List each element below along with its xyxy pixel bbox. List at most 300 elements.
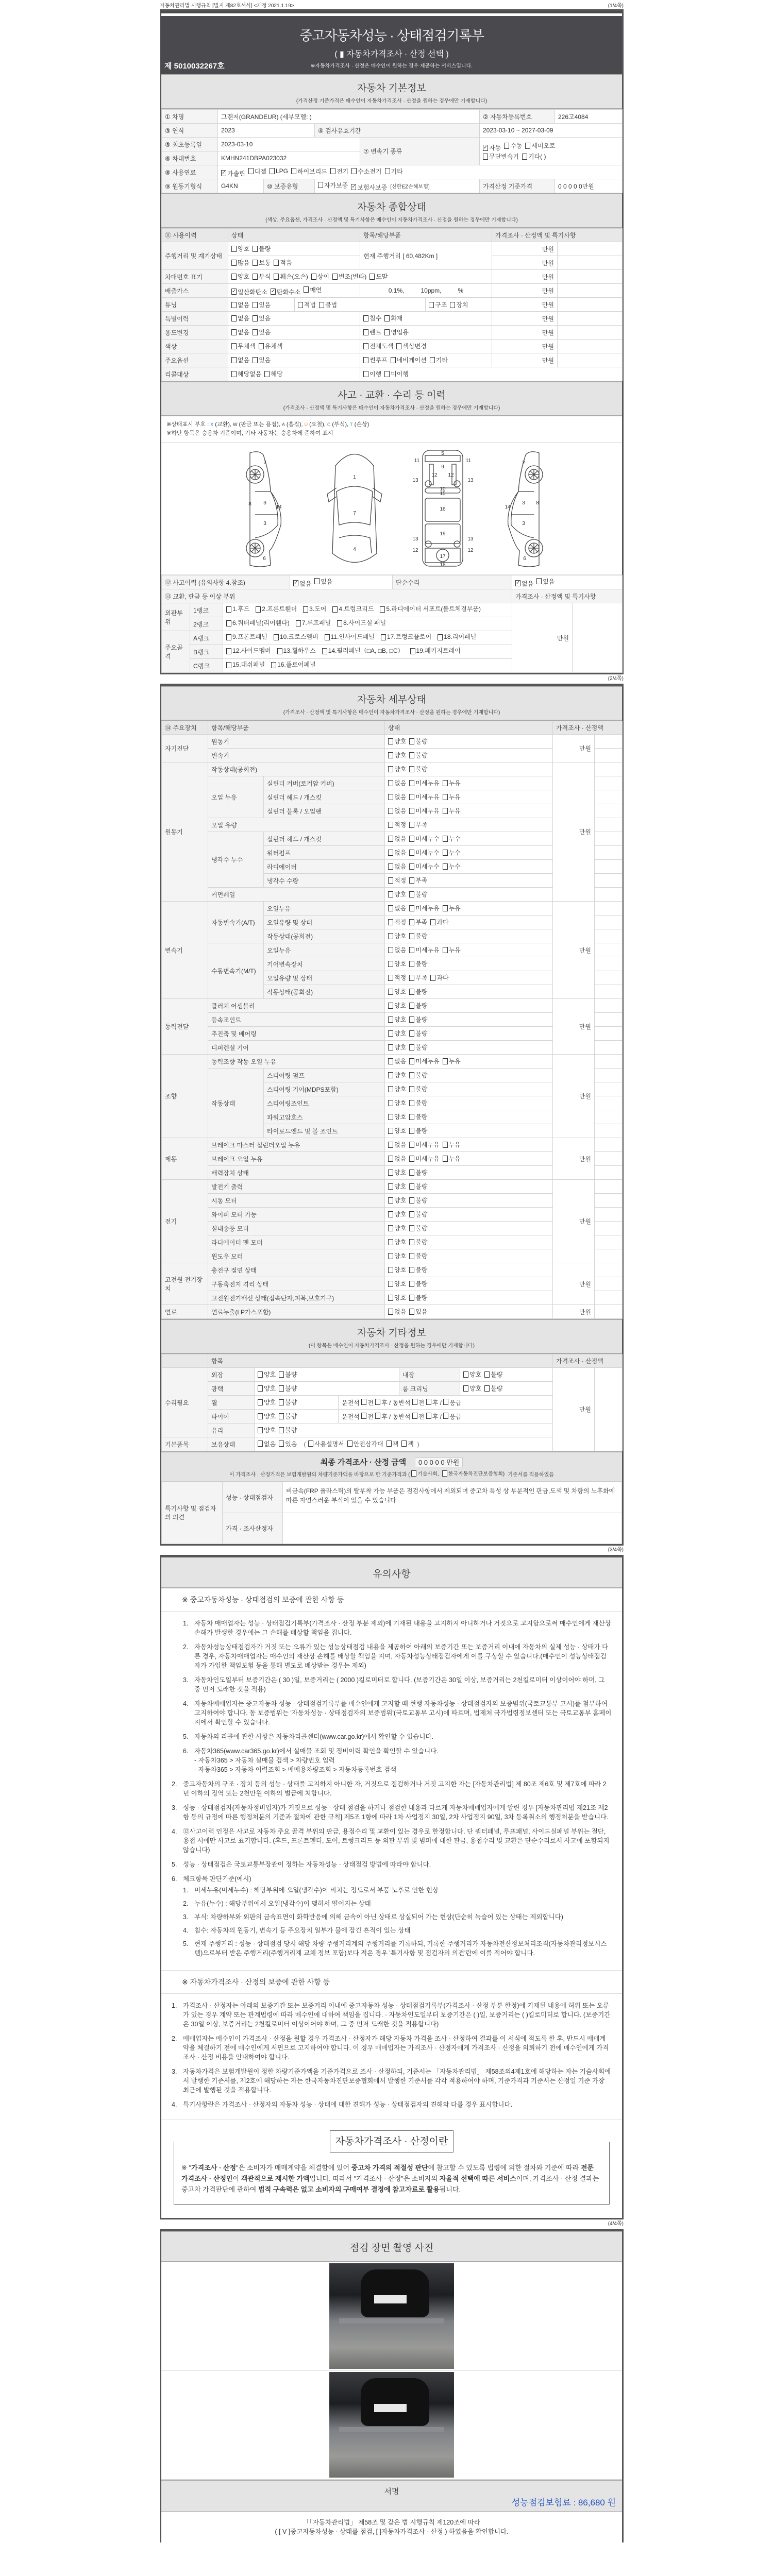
checkbox-icon[interactable] [388, 1044, 393, 1050]
checkbox-option[interactable] [483, 143, 501, 152]
checkbox-option[interactable] [325, 633, 375, 641]
checkbox-option[interactable] [253, 328, 271, 336]
checkbox-icon[interactable] [363, 371, 368, 377]
checkbox-icon[interactable] [253, 315, 258, 321]
checkbox-icon[interactable] [443, 794, 448, 800]
checkbox-icon[interactable] [231, 315, 237, 321]
checkbox-option[interactable] [258, 1398, 276, 1406]
checkbox-icon[interactable] [409, 1142, 414, 1148]
checkbox-icon[interactable] [258, 1399, 263, 1405]
checkbox-option[interactable] [409, 973, 427, 982]
checkbox-option[interactable] [409, 987, 427, 996]
checkbox-icon[interactable] [409, 1016, 414, 1023]
checkbox-icon[interactable] [296, 620, 301, 626]
checkbox-icon[interactable] [388, 1267, 393, 1273]
checkbox-icon[interactable] [388, 1114, 393, 1120]
checkbox-icon[interactable] [384, 315, 390, 321]
checkbox-icon[interactable] [380, 606, 385, 613]
checkbox-option[interactable] [409, 778, 439, 787]
checkbox-icon[interactable] [231, 371, 237, 377]
checkbox-option[interactable] [388, 890, 406, 899]
checkbox-icon[interactable] [388, 989, 393, 995]
checkbox-icon[interactable] [401, 1440, 407, 1447]
checkbox-icon[interactable] [253, 329, 258, 335]
checkbox-icon[interactable] [409, 1281, 414, 1287]
checkbox-option[interactable] [429, 300, 447, 309]
checkbox-option[interactable] [409, 806, 439, 815]
checkbox-icon[interactable] [409, 780, 414, 786]
checkbox-option[interactable] [363, 314, 381, 323]
checkbox-option[interactable] [388, 792, 406, 801]
checkbox-icon[interactable] [409, 1086, 414, 1092]
checkbox-icon[interactable] [430, 919, 435, 925]
checkbox-icon[interactable] [279, 1399, 284, 1405]
checkbox-option[interactable] [231, 314, 249, 323]
checkbox-option[interactable] [409, 959, 427, 968]
checkbox-icon[interactable] [277, 648, 282, 654]
checkbox-option[interactable] [388, 1196, 406, 1205]
checkbox-icon[interactable] [226, 662, 231, 668]
checkbox-icon[interactable] [388, 1295, 393, 1301]
checkbox-option[interactable] [409, 1238, 427, 1246]
checkbox-icon[interactable] [391, 357, 396, 363]
checkbox-icon[interactable] [525, 143, 530, 149]
checkbox-option[interactable] [386, 1439, 399, 1448]
checked-box-icon[interactable]: ✓ [232, 289, 237, 294]
checkbox-icon[interactable] [279, 1427, 284, 1433]
checkbox-icon[interactable] [363, 343, 368, 349]
checkbox-option[interactable] [443, 904, 461, 912]
checkbox-option[interactable] [409, 1307, 427, 1316]
checkbox-option[interactable] [388, 737, 406, 745]
checkbox-icon[interactable] [271, 662, 276, 668]
checkbox-option[interactable] [253, 300, 271, 309]
checkbox-icon[interactable] [388, 752, 393, 758]
checkbox-option[interactable] [388, 1043, 406, 1052]
checkbox-option[interactable] [388, 751, 406, 759]
checkbox-option[interactable] [409, 1210, 427, 1218]
checked-box-icon[interactable]: ✓ [516, 580, 520, 586]
checkbox-icon[interactable] [443, 905, 448, 911]
checkbox-option[interactable] [279, 1384, 297, 1393]
checked-box-icon[interactable]: ✓ [271, 289, 276, 294]
checkbox-option[interactable] [409, 931, 427, 940]
checkbox-icon[interactable] [409, 1058, 414, 1064]
checkbox-option[interactable] [347, 1439, 383, 1448]
checkbox-icon[interactable] [332, 606, 338, 613]
checkbox-icon[interactable] [388, 1156, 393, 1162]
checkbox-icon[interactable] [443, 947, 448, 953]
checkbox-icon[interactable] [388, 808, 393, 814]
checkbox-option[interactable] [388, 1154, 406, 1163]
checkbox-icon[interactable] [388, 836, 393, 842]
checkbox-icon[interactable] [384, 329, 390, 335]
checkbox-option[interactable] [231, 342, 256, 350]
checkbox-icon[interactable] [319, 302, 324, 308]
checkbox-option[interactable] [298, 300, 316, 309]
checkbox-icon[interactable] [409, 891, 414, 897]
checkbox-option[interactable] [409, 890, 427, 899]
checkbox-icon[interactable] [256, 606, 261, 613]
checkbox-icon[interactable] [314, 578, 320, 584]
checkbox-option[interactable] [384, 314, 402, 323]
checkbox-option[interactable] [231, 287, 267, 296]
checkbox-icon[interactable] [363, 329, 368, 335]
checkbox-icon[interactable] [270, 168, 275, 174]
checkbox-icon[interactable] [258, 1427, 263, 1433]
checkbox-option[interactable] [274, 633, 318, 641]
checkbox-icon[interactable] [361, 1413, 366, 1419]
checkbox-option[interactable] [274, 272, 308, 281]
checkbox-icon[interactable] [443, 863, 448, 870]
checkbox-option[interactable] [388, 1098, 406, 1107]
checkbox-option[interactable] [318, 181, 348, 190]
checkbox-icon[interactable] [388, 1197, 393, 1204]
checkbox-icon[interactable] [430, 975, 435, 981]
checkbox-option[interactable] [279, 1370, 297, 1379]
checkbox-option[interactable] [279, 1398, 297, 1406]
checkbox-option[interactable] [409, 1182, 427, 1191]
checkbox-icon[interactable] [409, 975, 414, 981]
checkbox-option[interactable] [409, 1251, 427, 1260]
checkbox-icon[interactable] [279, 1371, 284, 1378]
checkbox-icon[interactable] [409, 1253, 414, 1259]
checkbox-icon[interactable] [409, 794, 414, 800]
checkbox-option[interactable] [443, 945, 461, 954]
checkbox-option[interactable] [388, 1126, 406, 1135]
checkbox-option[interactable] [388, 918, 406, 926]
checkbox-option[interactable] [231, 328, 249, 336]
checkbox-icon[interactable] [388, 947, 393, 953]
checked-box-icon[interactable]: ✓ [483, 144, 488, 150]
checkbox-option[interactable] [388, 1182, 406, 1191]
checkbox-icon[interactable] [388, 1309, 393, 1315]
checkbox-option[interactable] [264, 369, 282, 378]
checkbox-option[interactable] [258, 1426, 276, 1434]
checkbox-option[interactable] [409, 792, 439, 801]
checkbox-icon[interactable] [231, 357, 237, 363]
checkbox-option[interactable] [411, 1469, 439, 1477]
checkbox-option[interactable] [221, 169, 245, 178]
checkbox-option[interactable] [409, 834, 439, 843]
checkbox-icon[interactable] [226, 620, 231, 626]
checkbox-icon[interactable] [443, 1413, 448, 1419]
checkbox-option[interactable] [409, 848, 439, 857]
checkbox-icon[interactable] [388, 1239, 393, 1245]
checkbox-option[interactable] [253, 355, 271, 364]
checkbox-icon[interactable] [443, 808, 448, 814]
checkbox-option[interactable] [388, 820, 406, 829]
checkbox-icon[interactable] [450, 302, 455, 308]
checkbox-icon[interactable] [388, 1142, 393, 1148]
checkbox-icon[interactable] [259, 343, 264, 349]
checkbox-option[interactable] [388, 834, 406, 843]
checkbox-icon[interactable] [325, 634, 330, 640]
checkbox-icon[interactable] [409, 1267, 414, 1273]
checkbox-option[interactable] [388, 1001, 406, 1010]
checkbox-option[interactable] [388, 904, 406, 912]
checkbox-icon[interactable] [388, 1281, 393, 1287]
checkbox-icon[interactable] [363, 315, 368, 321]
checkbox-icon[interactable] [388, 738, 393, 744]
checkbox-option[interactable] [409, 1154, 439, 1163]
checkbox-icon[interactable] [385, 168, 390, 174]
checkbox-option[interactable] [409, 862, 439, 871]
checkbox-option[interactable] [409, 945, 439, 954]
checkbox-option[interactable] [337, 619, 386, 628]
checkbox-icon[interactable] [388, 1003, 393, 1009]
checkbox-icon[interactable] [253, 246, 258, 252]
checkbox-icon[interactable] [409, 1183, 414, 1190]
checkbox-icon[interactable] [308, 1440, 313, 1447]
checkbox-option[interactable] [388, 1084, 406, 1093]
checkbox-option[interactable] [409, 1196, 427, 1205]
checkbox-icon[interactable] [388, 919, 393, 925]
checkbox-option[interactable] [388, 945, 406, 954]
checkbox-option[interactable] [388, 1029, 406, 1038]
checkbox-option[interactable] [483, 152, 519, 161]
checkbox-option[interactable] [258, 1384, 276, 1393]
checkbox-icon[interactable] [248, 168, 254, 174]
checkbox-icon[interactable] [226, 606, 231, 613]
checkbox-option[interactable] [430, 918, 448, 926]
checkbox-icon[interactable] [381, 634, 386, 640]
checkbox-option[interactable] [226, 605, 249, 614]
checkbox-icon[interactable] [484, 1385, 490, 1392]
checkbox-option[interactable] [409, 876, 427, 885]
checkbox-option[interactable] [388, 778, 406, 787]
checkbox-option[interactable] [388, 931, 406, 940]
checkbox-option[interactable] [409, 1293, 427, 1302]
checkbox-icon[interactable] [332, 274, 338, 280]
checkbox-icon[interactable] [375, 1413, 380, 1419]
checkbox-option[interactable] [388, 1015, 406, 1024]
checkbox-icon[interactable] [264, 371, 270, 377]
checkbox-icon[interactable] [443, 1399, 448, 1405]
checkbox-option[interactable] [484, 1370, 502, 1379]
checkbox-icon[interactable] [409, 1309, 414, 1315]
checkbox-icon[interactable] [463, 1371, 468, 1378]
checkbox-icon[interactable] [442, 1470, 447, 1477]
checkbox-icon[interactable] [412, 1413, 417, 1419]
checkbox-option[interactable] [293, 579, 311, 588]
checkbox-icon[interactable] [274, 634, 279, 640]
checkbox-option[interactable] [271, 660, 316, 669]
checkbox-option[interactable] [409, 1001, 427, 1010]
checkbox-icon[interactable] [388, 766, 393, 772]
checkbox-option[interactable] [484, 1384, 502, 1393]
checkbox-icon[interactable] [274, 260, 279, 266]
checkbox-option[interactable] [430, 355, 448, 364]
checkbox-icon[interactable] [409, 766, 414, 772]
checkbox-icon[interactable] [411, 1470, 416, 1477]
checkbox-option[interactable] [231, 258, 249, 267]
checkbox-icon[interactable] [258, 1413, 263, 1419]
checkbox-icon[interactable] [396, 343, 401, 349]
checkbox-icon[interactable] [409, 919, 414, 925]
checkbox-icon[interactable] [253, 274, 258, 280]
checkbox-option[interactable] [388, 1293, 406, 1302]
checkbox-icon[interactable] [463, 1385, 468, 1392]
checkbox-icon[interactable] [429, 302, 434, 308]
checkbox-option[interactable] [253, 258, 271, 267]
checkbox-icon[interactable] [388, 1253, 393, 1259]
checkbox-icon[interactable] [388, 1030, 393, 1037]
checkbox-option[interactable] [319, 300, 337, 309]
checkbox-option[interactable] [388, 1140, 406, 1149]
checkbox-icon[interactable] [409, 905, 414, 911]
checkbox-icon[interactable] [388, 1058, 393, 1064]
checkbox-icon[interactable] [388, 905, 393, 911]
checkbox-option[interactable] [363, 342, 393, 350]
checkbox-option[interactable] [536, 577, 554, 586]
checkbox-icon[interactable] [388, 1016, 393, 1023]
checkbox-option[interactable] [311, 272, 329, 281]
checked-box-icon[interactable]: ✓ [294, 580, 298, 586]
checkbox-option[interactable] [271, 287, 300, 296]
checkbox-option[interactable] [443, 778, 461, 787]
checkbox-option[interactable] [409, 1029, 427, 1038]
checkbox-icon[interactable] [409, 822, 414, 828]
checkbox-icon[interactable] [258, 1440, 263, 1447]
checkbox-option[interactable] [409, 820, 427, 829]
checkbox-icon[interactable] [483, 154, 488, 160]
checkbox-icon[interactable] [231, 274, 237, 280]
checkbox-icon[interactable] [409, 1225, 414, 1231]
checkbox-icon[interactable] [409, 1239, 414, 1245]
checkbox-icon[interactable] [388, 1225, 393, 1231]
checkbox-option[interactable] [388, 876, 406, 885]
checkbox-option[interactable] [388, 959, 406, 968]
checkbox-icon[interactable] [443, 780, 448, 786]
checkbox-option[interactable] [330, 167, 348, 176]
checkbox-option[interactable] [409, 1279, 427, 1288]
checkbox-option[interactable] [303, 605, 326, 614]
checkbox-icon[interactable] [386, 1440, 392, 1447]
checkbox-icon[interactable] [409, 989, 414, 995]
checkbox-icon[interactable] [388, 794, 393, 800]
checkbox-icon[interactable] [388, 1211, 393, 1217]
checkbox-icon[interactable] [409, 961, 414, 967]
checkbox-option[interactable] [279, 1439, 297, 1448]
checkbox-icon[interactable] [363, 357, 368, 363]
checkbox-icon[interactable] [388, 975, 393, 981]
checkbox-option[interactable] [231, 300, 249, 309]
checkbox-option[interactable] [381, 633, 431, 641]
checkbox-icon[interactable] [361, 1399, 366, 1405]
checkbox-icon[interactable] [388, 1086, 393, 1092]
checkbox-option[interactable] [226, 633, 267, 641]
checkbox-option[interactable] [463, 1384, 481, 1393]
checkbox-icon[interactable] [298, 302, 303, 308]
checkbox-option[interactable] [363, 355, 388, 364]
checkbox-icon[interactable] [388, 863, 393, 870]
checkbox-option[interactable] [443, 1057, 461, 1065]
checkbox-icon[interactable] [536, 578, 542, 584]
checkbox-icon[interactable] [322, 648, 327, 654]
checkbox-option[interactable] [409, 1126, 427, 1135]
checkbox-option[interactable] [351, 183, 387, 192]
checkbox-option[interactable] [409, 1043, 427, 1052]
checkbox-option[interactable] [463, 1370, 481, 1379]
checkbox-icon[interactable] [409, 863, 414, 870]
checkbox-icon[interactable] [347, 1440, 352, 1447]
checkbox-option[interactable] [522, 152, 546, 161]
checkbox-icon[interactable] [409, 947, 414, 953]
checkbox-option[interactable] [384, 369, 409, 378]
checkbox-option[interactable] [443, 834, 461, 843]
checkbox-icon[interactable] [409, 1128, 414, 1134]
checkbox-option[interactable] [256, 605, 297, 614]
checkbox-option[interactable] [277, 647, 316, 655]
checkbox-icon[interactable] [443, 1156, 448, 1162]
checkbox-option[interactable] [351, 167, 381, 176]
checkbox-option[interactable] [443, 1154, 461, 1163]
checkbox-option[interactable] [450, 300, 468, 309]
checkbox-icon[interactable] [409, 877, 414, 884]
checkbox-option[interactable] [409, 918, 427, 926]
checkbox-option[interactable] [270, 167, 288, 175]
checkbox-icon[interactable] [303, 606, 308, 613]
checkbox-option[interactable] [443, 848, 461, 857]
checkbox-option[interactable] [388, 1251, 406, 1260]
checkbox-icon[interactable] [409, 1003, 414, 1009]
checkbox-icon[interactable] [409, 752, 414, 758]
checkbox-icon[interactable] [388, 1183, 393, 1190]
checkbox-option[interactable] [409, 1224, 427, 1232]
checkbox-icon[interactable] [388, 877, 393, 884]
checkbox-option[interactable] [258, 1412, 276, 1420]
checkbox-icon[interactable] [231, 302, 237, 308]
checkbox-option[interactable] [409, 1098, 427, 1107]
checkbox-icon[interactable] [409, 1100, 414, 1106]
checkbox-option[interactable] [226, 660, 265, 669]
checkbox-option[interactable] [384, 328, 409, 336]
checkbox-option[interactable] [231, 355, 249, 364]
checkbox-option[interactable] [409, 737, 427, 745]
checkbox-option[interactable] [430, 973, 448, 982]
checkbox-option[interactable] [385, 167, 403, 176]
checkbox-icon[interactable] [388, 933, 393, 939]
checkbox-icon[interactable] [318, 182, 323, 188]
checkbox-option[interactable] [258, 1439, 276, 1448]
checkbox-option[interactable] [231, 272, 249, 281]
checkbox-icon[interactable] [375, 1399, 380, 1405]
checkbox-icon[interactable] [388, 1072, 393, 1078]
checkbox-icon[interactable] [412, 1399, 417, 1405]
checkbox-icon[interactable] [279, 1385, 284, 1392]
checkbox-icon[interactable] [388, 1170, 393, 1176]
checkbox-option[interactable] [259, 342, 283, 350]
checkbox-icon[interactable] [438, 634, 443, 640]
checkbox-icon[interactable] [409, 1044, 414, 1050]
checkbox-icon[interactable] [231, 260, 237, 266]
checkbox-option[interactable] [248, 167, 266, 176]
checkbox-icon[interactable] [311, 274, 316, 280]
checkbox-icon[interactable] [226, 648, 231, 654]
checkbox-icon[interactable] [409, 1156, 414, 1162]
checkbox-icon[interactable] [409, 1295, 414, 1301]
checkbox-option[interactable] [388, 1210, 406, 1218]
checkbox-icon[interactable] [409, 1170, 414, 1176]
checkbox-option[interactable] [388, 973, 406, 982]
checkbox-option[interactable] [231, 369, 261, 378]
checkbox-option[interactable] [363, 369, 381, 378]
checkbox-icon[interactable] [388, 780, 393, 786]
checkbox-option[interactable] [332, 272, 366, 281]
checkbox-icon[interactable] [258, 1385, 263, 1392]
checkbox-option[interactable] [253, 272, 271, 281]
